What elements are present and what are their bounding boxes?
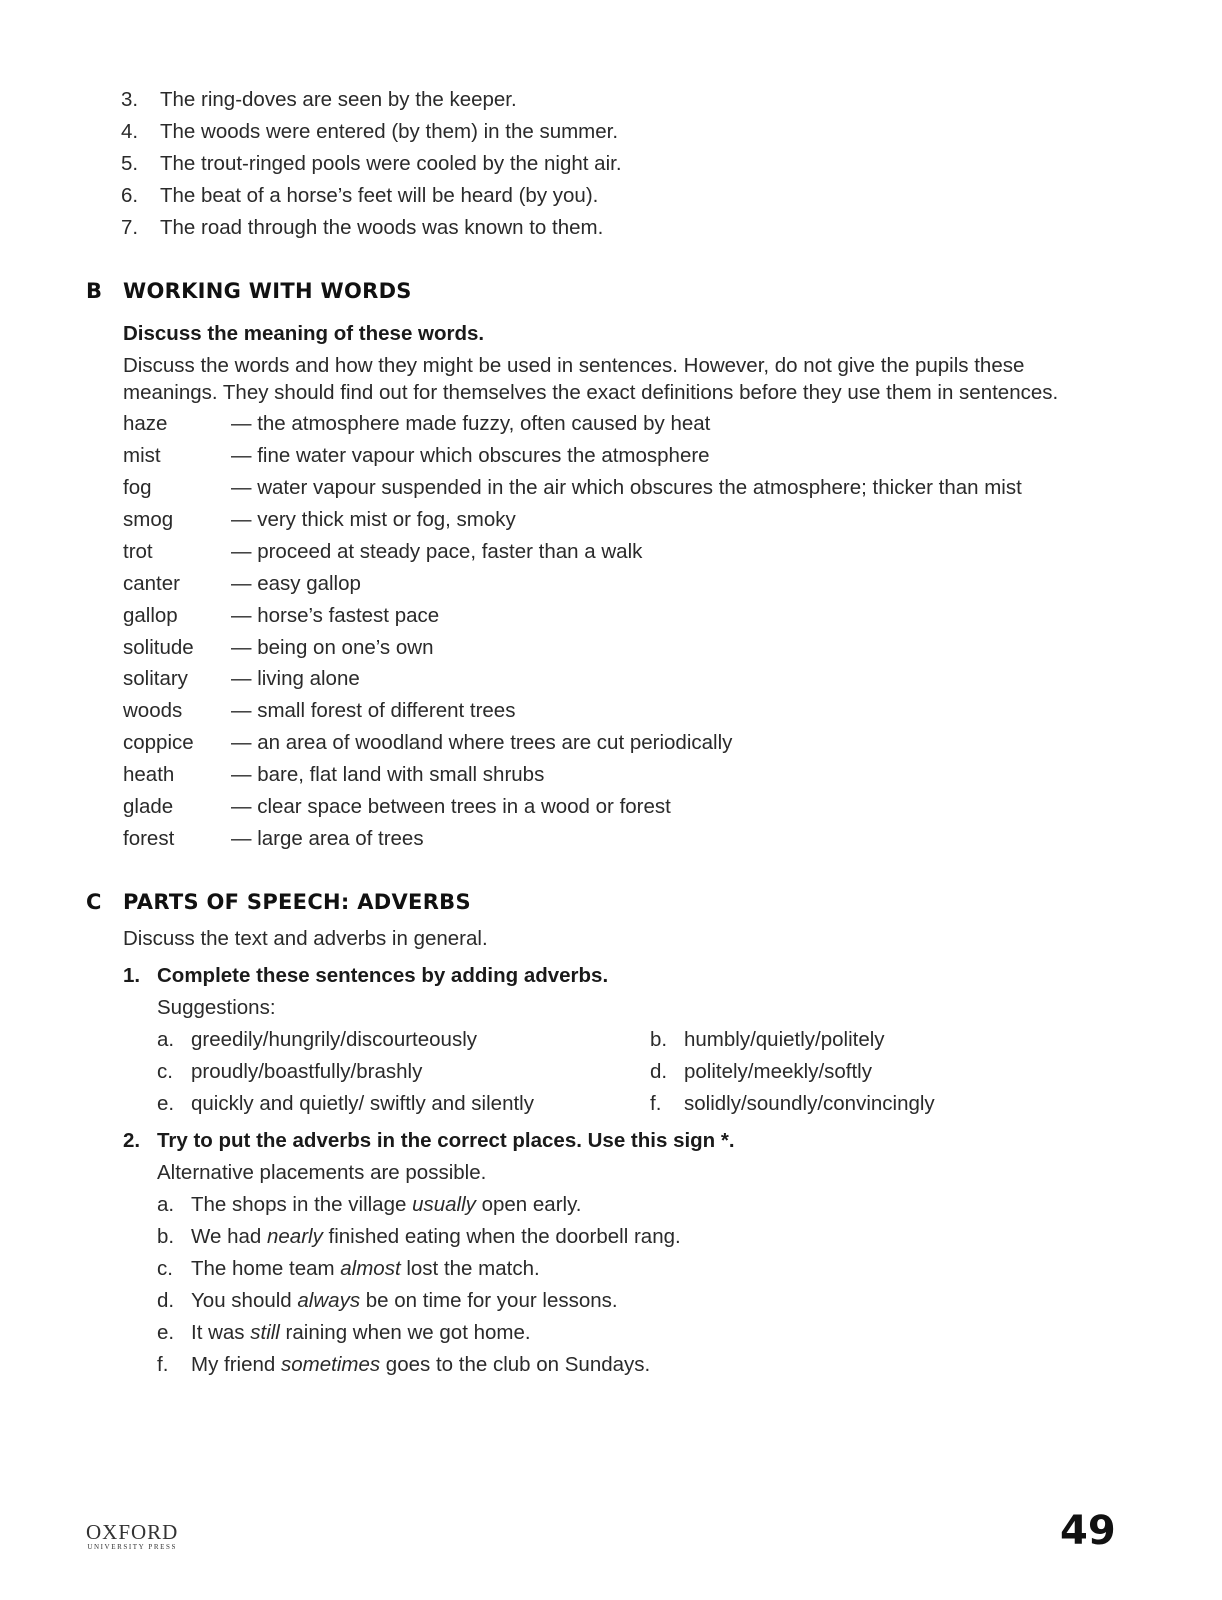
sentence: You should always be on time for your lessons.	[191, 1289, 618, 1312]
item-letter: e.	[157, 1321, 175, 1344]
word-definition: — an area of woodland where trees are cut periodically	[231, 731, 733, 754]
sentence: The shops in the village usually open early.	[191, 1193, 582, 1216]
item-letter: f.	[157, 1353, 169, 1376]
q1-title: Complete these sentences by adding adverbs.	[157, 964, 609, 987]
word-term: solitude	[123, 636, 194, 659]
section-b-note: Discuss the words and how they might be used in sentences. However, do not give the pupils these meanings. They should find out for themselves the exact definitions before they use them in sentences.	[123, 354, 1059, 404]
word-term: forest	[123, 827, 175, 850]
answer-text: politely/meekly/softly	[684, 1060, 872, 1083]
list-number: 7.	[121, 216, 139, 239]
answer-text: solidly/soundly/convincingly	[684, 1092, 935, 1115]
word-definition: — large area of trees	[231, 827, 424, 850]
sentence: It was still raining when we got home.	[191, 1321, 531, 1344]
q2-title: Try to put the adverbs in the correct places. Use this sign *.	[157, 1129, 735, 1152]
word-term: trot	[123, 540, 153, 563]
section-b-instruction: Discuss the meaning of these words.	[123, 322, 485, 345]
item-letter: b.	[157, 1225, 175, 1248]
word-term: woods	[123, 699, 183, 722]
section-c-title: PARTS OF SPEECH: ADVERBS	[123, 890, 471, 914]
item-letter: a.	[157, 1193, 175, 1216]
sentence: The home team almost lost the match.	[191, 1257, 540, 1280]
page-number: 49	[1060, 1508, 1116, 1554]
answer-text: proudly/boastfully/brashly	[191, 1060, 423, 1083]
word-definition: — very thick mist or fog, smoky	[231, 508, 516, 531]
word-term: coppice	[123, 731, 194, 754]
word-definition: — being on one’s own	[231, 636, 434, 659]
adverb: nearly	[266, 1225, 323, 1248]
section-c-intro: Discuss the text and adverbs in general.	[123, 927, 488, 950]
answer-letter: d.	[650, 1060, 668, 1083]
word-term: mist	[123, 444, 161, 467]
publisher-logo	[86, 1521, 178, 1552]
list-item: The road through the woods was known to them.	[160, 216, 604, 239]
q1-number: 1.	[123, 964, 141, 987]
list-item: The trout-ringed pools were cooled by the night air.	[160, 152, 622, 175]
word-term: solitary	[123, 667, 188, 690]
word-definition: — water vapour suspended in the air which obscures the atmosphere; thicker than mist	[231, 476, 1022, 499]
list-number: 3.	[121, 88, 139, 111]
word-definition: — horse’s fastest pace	[231, 604, 440, 627]
answer-letter: f.	[650, 1092, 662, 1115]
item-letter: d.	[157, 1289, 175, 1312]
word-term: glade	[123, 795, 174, 818]
sentence: My friend sometimes goes to the club on Sundays.	[191, 1353, 651, 1376]
word-term: heath	[123, 763, 175, 786]
word-definition: — fine water vapour which obscures the atmosphere	[231, 444, 710, 467]
item-letter: c.	[157, 1257, 173, 1280]
word-term: canter	[123, 572, 180, 595]
answer-text: humbly/quietly/politely	[684, 1028, 885, 1051]
section-b-letter: B	[86, 279, 103, 303]
word-term: smog	[123, 508, 174, 531]
sentence: We had nearly finished eating when the doorbell rang.	[191, 1225, 681, 1248]
answer-text: quickly and quietly/ swiftly and silently	[191, 1092, 534, 1115]
word-term: gallop	[123, 604, 178, 627]
answer-text: greedily/hungrily/discourteously	[191, 1028, 478, 1051]
word-definition: — the atmosphere made fuzzy, often caused by heat	[231, 412, 711, 435]
publisher-name: OXFORD	[86, 1520, 179, 1544]
word-term: haze	[123, 412, 168, 435]
list-item: The woods were entered (by them) in the summer.	[160, 120, 619, 143]
answer-letter: a.	[157, 1028, 175, 1051]
q1-subtitle: Suggestions:	[157, 996, 276, 1019]
word-definition: — clear space between trees in a wood or forest	[231, 795, 671, 818]
word-definition: — bare, flat land with small shrubs	[231, 763, 545, 786]
section-c-letter: C	[86, 890, 102, 914]
word-definition: — small forest of different trees	[231, 699, 516, 722]
list-number: 6.	[121, 184, 139, 207]
adverb: usually	[412, 1193, 476, 1216]
adverb: almost	[340, 1257, 401, 1280]
q2-number: 2.	[123, 1129, 141, 1152]
q2-subtitle: Alternative placements are possible.	[157, 1161, 487, 1184]
adverb: still	[250, 1321, 280, 1344]
list-item: The beat of a horse’s feet will be heard (by you).	[160, 184, 599, 207]
list-number: 4.	[121, 120, 139, 143]
section-b-title: WORKING WITH WORDS	[123, 279, 412, 303]
word-definition: — easy gallop	[231, 572, 361, 595]
list-item: The ring-doves are seen by the keeper.	[160, 88, 517, 111]
word-definition: — living alone	[231, 667, 360, 690]
answer-letter: e.	[157, 1092, 175, 1115]
answer-letter: c.	[157, 1060, 173, 1083]
list-number: 5.	[121, 152, 139, 175]
word-term: fog	[123, 476, 152, 499]
publisher-subtitle: UNIVERSITY PRESS	[87, 1543, 178, 1551]
adverb: sometimes	[281, 1353, 381, 1376]
word-definition: — proceed at steady pace, faster than a walk	[231, 540, 643, 563]
adverb: always	[297, 1289, 361, 1312]
answer-letter: b.	[650, 1028, 668, 1051]
